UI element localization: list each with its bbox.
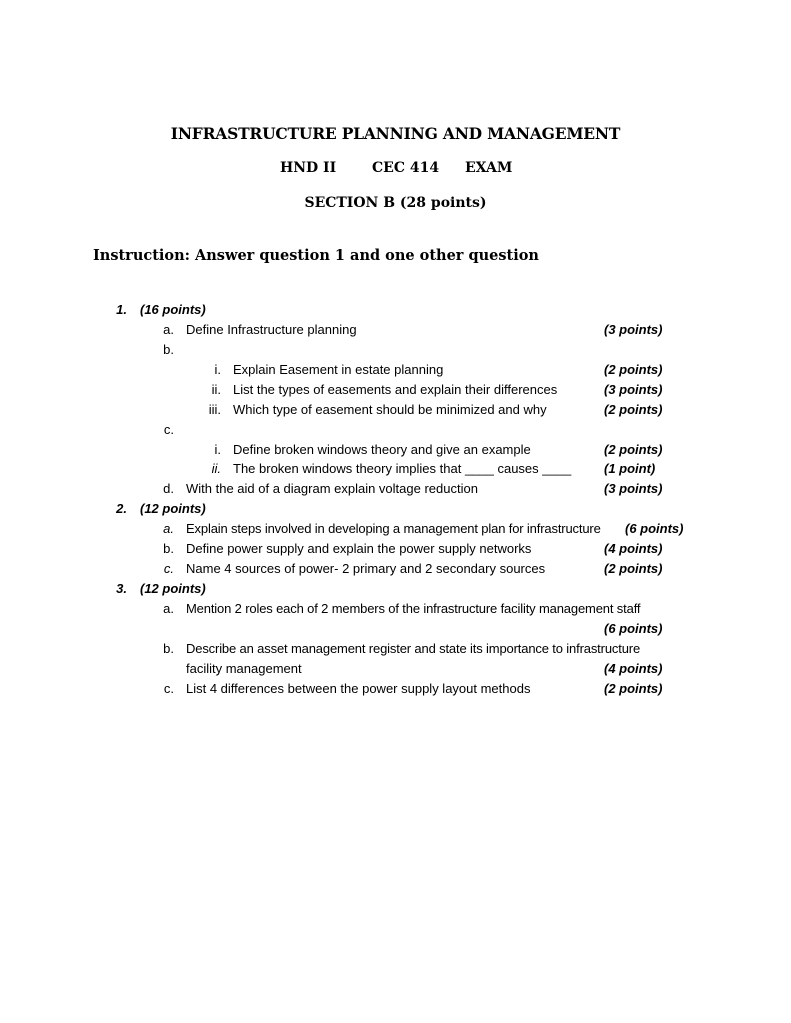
section-title: SECTION B (28 points)	[304, 195, 487, 211]
item-text: Name 4 sources of power- 2 primary and 2 secondary sources	[186, 561, 546, 576]
question-number: 2.	[116, 501, 127, 516]
exam-type: EXAM	[465, 160, 513, 176]
instruction: Instruction: Answer question 1 and one other question	[93, 247, 539, 264]
item-points: (6 points)	[604, 621, 663, 636]
subitem-marker: iii.	[208, 402, 221, 417]
item-points: (4 points)	[604, 541, 663, 556]
item-text: Define Infrastructure planning	[186, 322, 357, 337]
question-points: (12 points)	[140, 581, 206, 596]
subitem-marker: i.	[214, 442, 221, 457]
subitem-text: List the types of easements and explain their differences	[233, 382, 558, 397]
subitem-points: (2 points)	[604, 362, 663, 377]
item-marker: b.	[163, 641, 174, 656]
subitem-text: Explain Easement in estate planning	[233, 362, 444, 377]
item-points: (4 points)	[604, 661, 663, 676]
question-number: 3.	[116, 581, 127, 596]
item-text: Define power supply and explain the power supply networks	[186, 541, 532, 556]
question-number: 1.	[116, 302, 127, 317]
subitem-text: Define broken windows theory and give an example	[233, 442, 531, 457]
item-marker: c.	[163, 561, 174, 576]
exam-level: HND II	[280, 160, 337, 176]
item-text: Mention 2 roles each of 2 members of the infrastructure facility management staff	[186, 601, 641, 616]
item-text-continued: facility management	[186, 661, 302, 676]
subitem-text: Which type of easement should be minimized and why	[233, 402, 547, 417]
subitem-marker: ii.	[211, 461, 221, 476]
subitem-marker: i.	[214, 362, 221, 377]
subitem-points: (1 point)	[604, 461, 656, 476]
question-points: (16 points)	[140, 302, 206, 317]
item-marker: a.	[163, 521, 174, 536]
item-text: Explain steps involved in developing a management plan for infrastructure	[186, 521, 601, 536]
subitem-points: (3 points)	[604, 382, 663, 397]
item-points: (2 points)	[604, 681, 663, 696]
course-code: CEC 414	[372, 160, 440, 176]
item-text: With the aid of a diagram explain voltage reduction	[186, 481, 478, 496]
item-points: (6 points)	[625, 521, 684, 536]
item-marker: d.	[163, 481, 174, 496]
question-points: (12 points)	[140, 501, 206, 516]
item-marker: c.	[163, 422, 174, 437]
item-points: (2 points)	[604, 561, 663, 576]
item-points: (3 points)	[604, 322, 663, 337]
item-text: List 4 differences between the power supply layout methods	[186, 681, 531, 696]
item-marker: b.	[163, 541, 174, 556]
item-marker: c.	[163, 681, 174, 696]
item-points: (3 points)	[604, 481, 663, 496]
subitem-marker: ii.	[211, 382, 221, 397]
item-text: Describe an asset management register and state its importance to infrastructure	[186, 641, 641, 656]
subitem-points: (2 points)	[604, 402, 663, 417]
item-marker: a.	[163, 322, 174, 337]
subitem-text: The broken windows theory implies that ____ causes ____	[233, 461, 572, 476]
item-marker: b.	[163, 342, 174, 357]
page-title: INFRASTRUCTURE PLANNING AND MANAGEMENT	[170, 124, 621, 143]
subitem-points: (2 points)	[604, 442, 663, 457]
item-marker: a.	[163, 601, 174, 616]
